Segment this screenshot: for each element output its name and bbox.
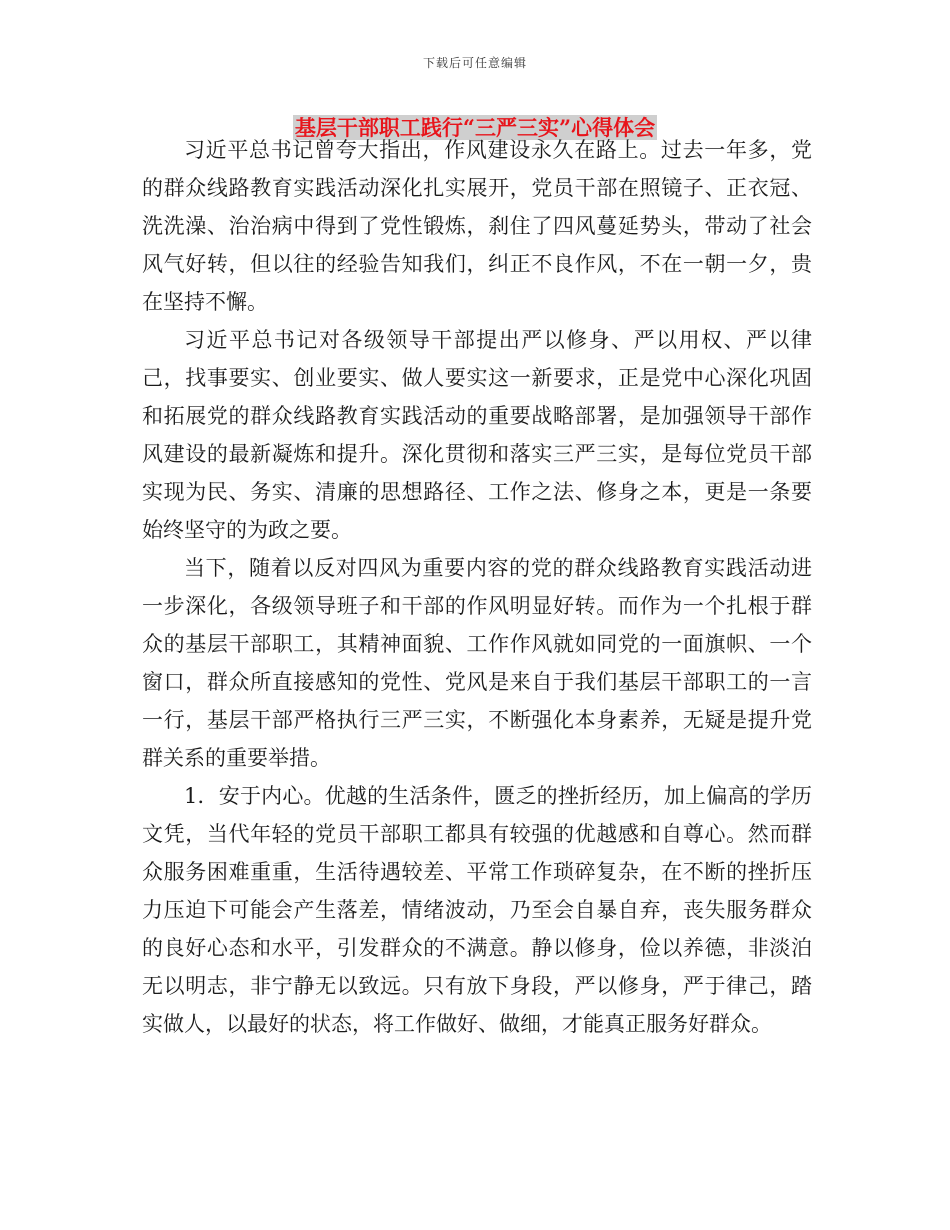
- paragraph: 习近平总书记曾夸大指出，作风建设永久在路上。过去一年多，党的群众线路教育实践活动深化扎实展开，党员干部在照镜子、正衣冠、洗洗澡、治治病中得到了党性锻炼，刹住了四风蔓延势头，带动了社会风气好转，但以往的经验告知我们，纠正不良作风，不在一朝一夕，贵在坚持不懈。: [142, 138, 812, 314]
- document-title-text: 基层干部职工践行“三严三实”心得体会: [294, 115, 656, 140]
- paragraph: 习近平总书记对各级领导干部提出严以修身、严以用权、严以律己，找事要实、创业要实、做人要实这一新要求，正是党中心深化巩固和拓展党的群众线路教育实践活动的重要战略部署，是加强领导干部作风建设的最新凝炼和提升。深化贯彻和落实三严三实，是每位党员干部实现为民、务实、清廉的思想路径、工作之法、修身之本，更是一条要始终坚守的为政之要。: [142, 328, 812, 542]
- header-note: 下载后可任意编辑: [422, 56, 527, 70]
- paragraph: 当下，随着以反对四风为重要内容的党的群众线路教育实践活动进一步深化，各级领导班子和干部的作风明显好转。而作为一个扎根于群众的基层干部职工，其精神面貌、工作作风就如同党的一面旗帜、一个窗口，群众所直接感知的党性、党风是来自于我们基层干部职工的一言一行，基层干部严格执行三严三实，不断强化本身素养，无疑是提升党群关系的重要举措。: [142, 556, 812, 770]
- document-body: [142, 131, 812, 1043]
- paragraph: 1．安于内心。优越的生活条件，匮乏的挫折经历，加上偏高的学历文凭，当代年轻的党员干部职工都具有较强的优越感和自尊心。然而群众服务困难重重，生活待遇较差、平常工作琐碎复杂，在不断的挫折压力压迫下可能会产生落差，情绪波动，乃至会自暴自弃，丧失服务群众的良好心态和水平，引发群众的不满意。静以修身，俭以养德，非淡泊无以明志，非宁静无以致远。只有放下身段，严以修身，严于律己，踏实做人，以最好的状态，将工作做好、做细，才能真正服务好群众。: [142, 784, 812, 1036]
